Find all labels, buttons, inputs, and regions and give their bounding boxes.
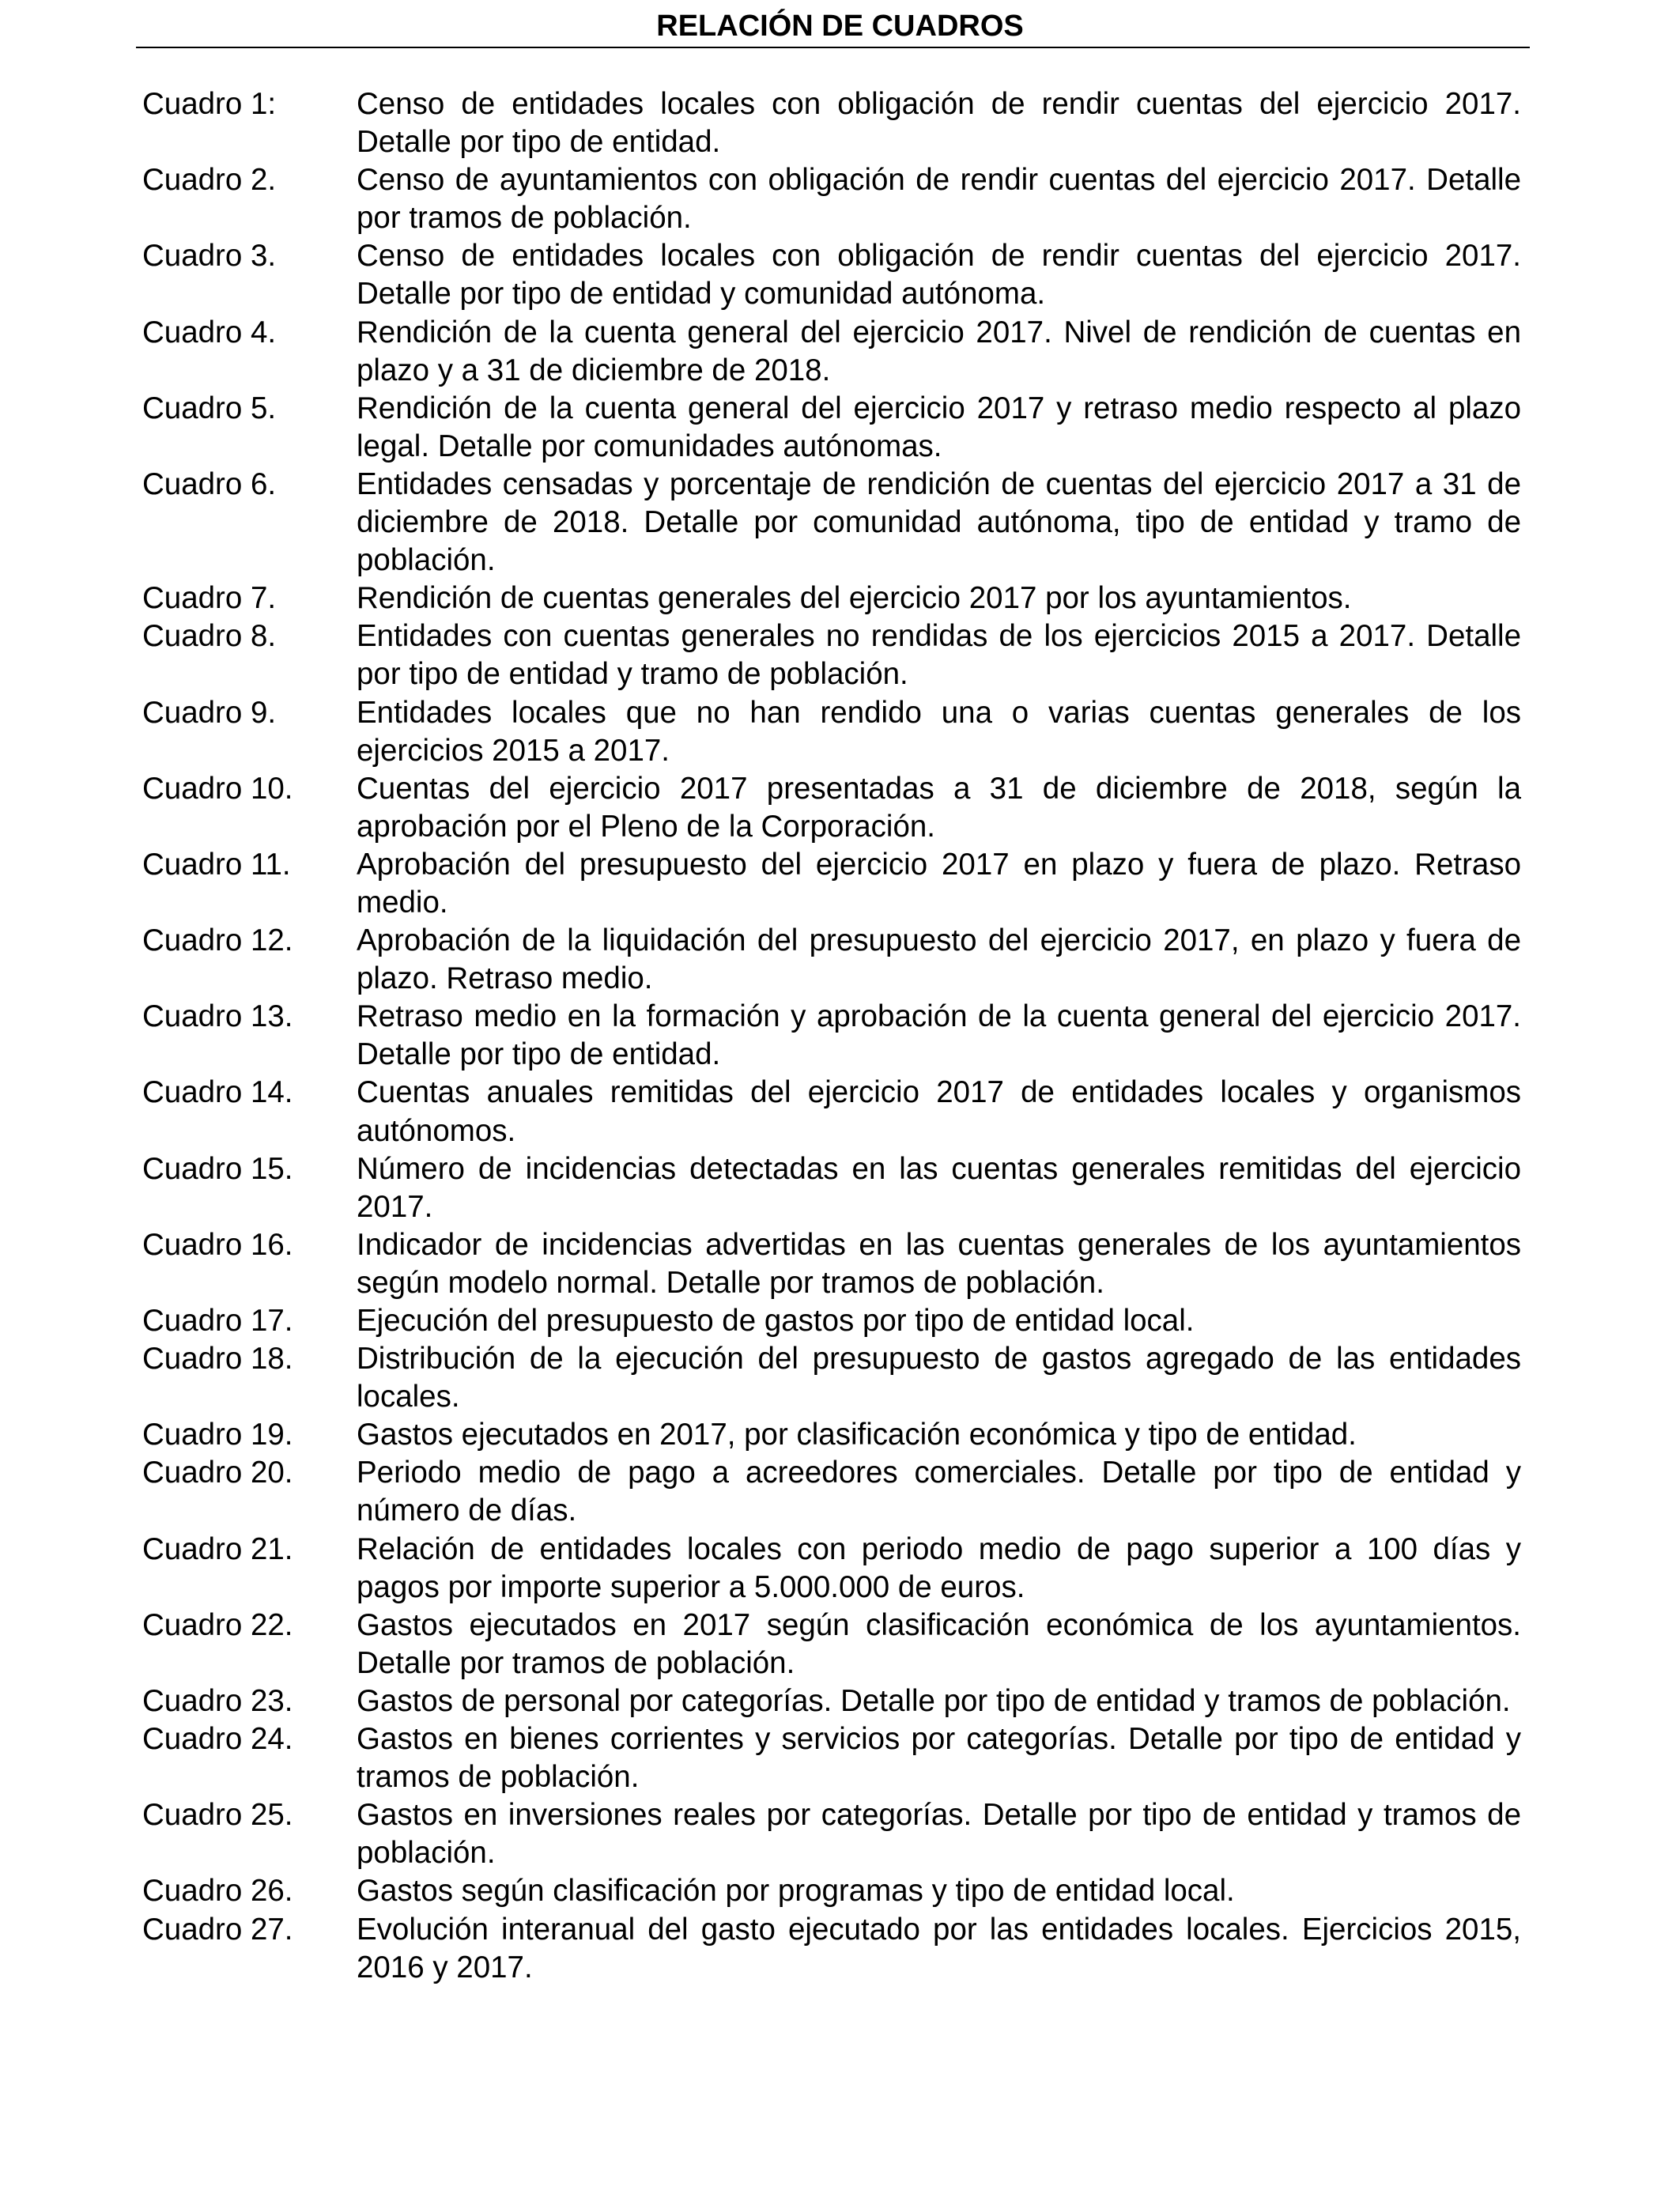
- entry-description: Gastos ejecutados en 2017, por clasificación económica y tipo de entidad.: [357, 1418, 1357, 1452]
- list-item: [142, 1454, 1527, 1530]
- table-list: [142, 85, 1527, 1987]
- list-item: [142, 1302, 1527, 1340]
- entry-label: Cuadro 26.: [142, 1874, 293, 1909]
- entry-description: Relación de entidades locales con periodo medio de pago superior a 100 días y pagos por importe superior a 5.000.000 de euros.: [357, 1531, 1521, 1604]
- entry-description: Ejecución del presupuesto de gastos por tipo de entidad local.: [357, 1304, 1195, 1338]
- entry-description: Cuentas anuales remitidas del ejercicio 2017 de entidades locales y organismos autónomos.: [357, 1075, 1521, 1148]
- list-item: [142, 1340, 1527, 1416]
- list-item: [142, 1607, 1527, 1682]
- entry-label: Cuadro 9.: [142, 695, 277, 730]
- entry-description: Aprobación de la liquidación del presupuesto del ejercicio 2017, en plazo y fuera de plazo. Retraso medio.: [357, 923, 1521, 996]
- list-item: [142, 580, 1527, 617]
- entry-label: Cuadro 15.: [142, 1151, 293, 1186]
- list-item: [142, 1872, 1527, 1910]
- list-item: [142, 922, 1527, 998]
- entry-label: Cuadro 27.: [142, 1912, 293, 1947]
- entry-label: Cuadro 21.: [142, 1531, 293, 1566]
- entry-label: Cuadro 12.: [142, 923, 293, 958]
- title-divider: [136, 47, 1530, 48]
- entry-description: Cuentas del ejercicio 2017 presentadas a 31 de diciembre de 2018, según la aprobación por el Pleno de la Corporación.: [357, 771, 1521, 844]
- list-item: [142, 694, 1527, 770]
- list-item: [142, 237, 1527, 313]
- entry-description: Censo de entidades locales con obligación de rendir cuentas del ejercicio 2017. Detalle por tipo de entidad.: [357, 87, 1521, 160]
- entry-description: Entidades con cuentas generales no rendidas de los ejercicios 2015 a 2017. Detalle por tipo de entidad y tramo de población.: [357, 619, 1521, 692]
- list-item: [142, 998, 1527, 1074]
- list-item: [142, 1074, 1527, 1150]
- entry-label: Cuadro 13.: [142, 999, 293, 1034]
- list-item: [142, 1416, 1527, 1454]
- entry-description: Rendición de la cuenta general del ejercicio 2017. Nivel de rendición de cuentas en plazo y a 31 de diciembre de 2018.: [357, 315, 1521, 387]
- list-item: [142, 161, 1527, 237]
- entry-description: Indicador de incidencias advertidas en las cuentas generales de los ayuntamientos según modelo normal. Detalle por tramos de población.: [357, 1227, 1521, 1300]
- entry-description: Censo de entidades locales con obligación de rendir cuentas del ejercicio 2017. Detalle por tipo de entidad y comunidad autónoma.: [357, 239, 1521, 312]
- list-item: [142, 85, 1527, 161]
- list-item: [142, 1796, 1527, 1872]
- list-item: [142, 617, 1527, 693]
- list-item: [142, 1531, 1527, 1607]
- entry-label: Cuadro 11.: [142, 847, 291, 882]
- list-item: [142, 770, 1527, 846]
- entry-label: Cuadro 22.: [142, 1607, 293, 1642]
- entry-description: Retraso medio en la formación y aprobación de la cuenta general del ejercicio 2017. Detalle por tipo de entidad.: [357, 999, 1521, 1072]
- list-item: [142, 846, 1527, 922]
- entry-description: Gastos ejecutados en 2017 según clasificación económica de los ayuntamientos. Detalle por tramos de población.: [357, 1607, 1521, 1680]
- entry-label: Cuadro 25.: [142, 1798, 293, 1833]
- entry-description: Rendición de cuentas generales del ejercicio 2017 por los ayuntamientos.: [357, 581, 1352, 616]
- entry-label: Cuadro 20.: [142, 1456, 293, 1490]
- entry-description: Entidades censadas y porcentaje de rendición de cuentas del ejercicio 2017 a 31 de diciembre de 2018. Detalle por comunidad autónoma, tipo de entidad y tramo de población.: [357, 466, 1521, 578]
- entry-label: Cuadro 8.: [142, 619, 277, 654]
- entry-description: Censo de ayuntamientos con obligación de rendir cuentas del ejercicio 2017. Detalle por tramos de población.: [357, 163, 1521, 236]
- entry-description: Periodo medio de pago a acreedores comerciales. Detalle por tipo de entidad y número de días.: [357, 1456, 1521, 1528]
- list-item: [142, 1150, 1527, 1226]
- entry-label: Cuadro 19.: [142, 1418, 293, 1452]
- entry-label: Cuadro 24.: [142, 1722, 293, 1757]
- entry-description: Entidades locales que no han rendido una o varias cuentas generales de los ejercicios 2015 a 2017.: [357, 695, 1521, 768]
- entry-description: Gastos en inversiones reales por categorías. Detalle por tipo de entidad y tramos de población.: [357, 1798, 1521, 1871]
- entry-description: Número de incidencias detectadas en las cuentas generales remitidas del ejercicio 2017.: [357, 1151, 1521, 1224]
- entry-label: Cuadro 10.: [142, 771, 293, 806]
- entry-description: Evolución interanual del gasto ejecutado por las entidades locales. Ejercicios 2015, 2016 y 2017.: [357, 1912, 1521, 1984]
- entry-label: Cuadro 16.: [142, 1227, 293, 1262]
- entry-label: Cuadro 5.: [142, 391, 277, 425]
- list-item: [142, 390, 1527, 466]
- entry-label: Cuadro 3.: [142, 239, 277, 274]
- entry-description: Distribución de la ejecución del presupuesto de gastos agregado de las entidades locales.: [357, 1342, 1521, 1414]
- entry-description: Gastos según clasificación por programas y tipo de entidad local.: [357, 1874, 1235, 1909]
- list-item: [142, 1720, 1527, 1796]
- entry-description: Aprobación del presupuesto del ejercicio 2017 en plazo y fuera de plazo. Retraso medio.: [357, 847, 1521, 920]
- entry-description: Rendición de la cuenta general del ejercicio 2017 y retraso medio respecto al plazo legal. Detalle por comunidades autónomas.: [357, 391, 1521, 463]
- entry-label: Cuadro 2.: [142, 163, 277, 198]
- entry-description: Gastos en bienes corrientes y servicios por categorías. Detalle por tipo de entidad y tramos de población.: [357, 1722, 1521, 1795]
- list-item: [142, 466, 1527, 580]
- list-item: [142, 1911, 1527, 1987]
- list-item: [142, 1682, 1527, 1720]
- entry-label: Cuadro 1:: [142, 87, 277, 121]
- entry-label: Cuadro 17.: [142, 1304, 293, 1338]
- entry-label: Cuadro 14.: [142, 1075, 293, 1110]
- entry-label: Cuadro 23.: [142, 1683, 293, 1718]
- entry-label: Cuadro 7.: [142, 581, 277, 616]
- list-item: [142, 1226, 1527, 1302]
- entry-label: Cuadro 6.: [142, 466, 277, 501]
- page-title: RELACIÓN DE CUADROS: [656, 9, 1024, 43]
- entry-label: Cuadro 18.: [142, 1342, 293, 1376]
- entry-label: Cuadro 4.: [142, 315, 277, 349]
- list-item: [142, 314, 1527, 390]
- entry-description: Gastos de personal por categorías. Detalle por tipo de entidad y tramos de población.: [357, 1683, 1511, 1718]
